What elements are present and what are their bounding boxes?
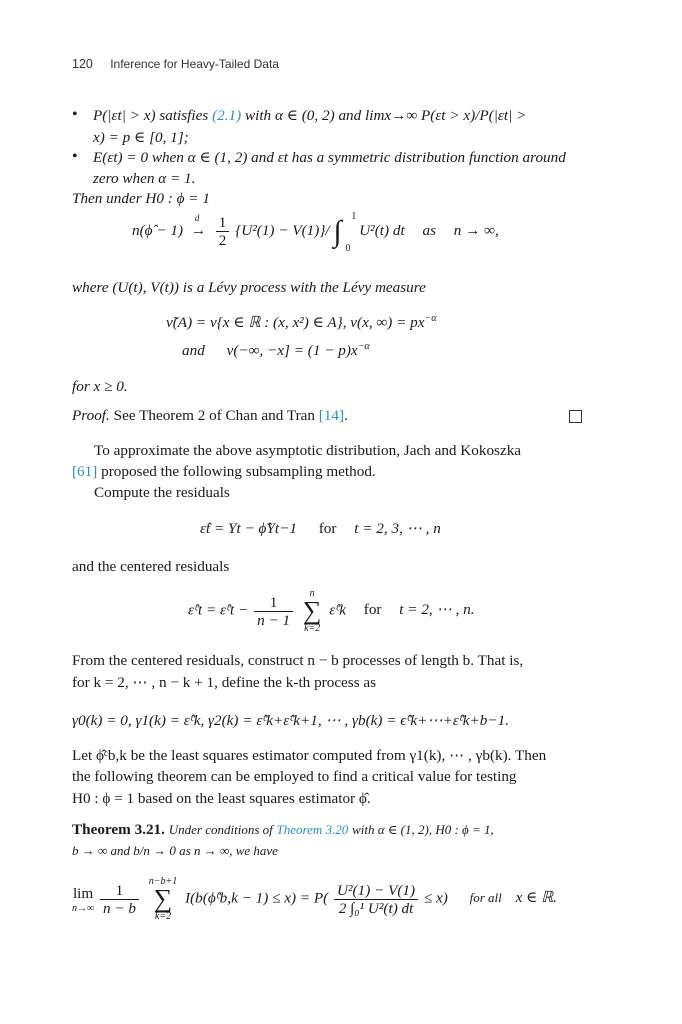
para1-line2 [72, 463, 582, 481]
eq4-for: for [363, 601, 382, 619]
eq1-mid: {U²(1) − V(1)}/ [235, 221, 330, 239]
eq4-sum-upper: n [309, 588, 315, 599]
then-under-line: Then under H0 : ϕ = 1 [72, 190, 210, 207]
proof-label: Proof. [72, 407, 110, 424]
for-x-line: for x ≥ 0. [72, 378, 128, 395]
para3-line3: H0 : ϕ = 1 based on the least squares estimator ϕ̂. [72, 790, 371, 807]
eq5-expr: γ0(k) = 0, γ1(k) = ε̂ᶜk, γ2(k) = ε̂ᶜk+ε̂ᶜk+1, ⋯ , γb(k) = ϵ̂ᶜk+⋯+ε̂ᶜk+b−1. [72, 712, 510, 729]
proof-end: . [344, 407, 348, 424]
compute-residuals-line: Compute the residuals [94, 484, 230, 501]
eq2-line1-exp: −α [424, 313, 437, 324]
para2-line2: for k = 2, ⋯ , n − k + 1, define the k-th process as [72, 674, 377, 691]
eq2-line2-exp: −α [357, 341, 370, 352]
bullet-2-line2: zero when α = 1. [93, 170, 196, 187]
eq1-int-upper: 1 [351, 210, 357, 222]
eq3-for: for [318, 520, 337, 537]
eq3-range: t = 2, 3, ⋯ , n [354, 520, 441, 537]
eq1-arrow: → [190, 221, 206, 239]
proof-line [72, 407, 582, 425]
eq6-domain: x ∈ ℝ. [515, 889, 557, 907]
eq4-range: t = 2, ⋯ , n. [399, 601, 475, 619]
eq6-lim: lim [72, 884, 94, 902]
summation-sign: ∑ [302, 596, 322, 625]
eq1-arrow-label: d [194, 212, 200, 223]
eq2-line2: ν(−∞, −x] = (1 − p)x [226, 342, 358, 359]
eq4-term: ε̂ᶜk [329, 601, 346, 619]
bullet-dot: • [72, 106, 78, 123]
eq1-half-num: 1 [216, 214, 230, 232]
bullet-dot: • [72, 148, 78, 165]
para3-line2: the following theorem can be employed to find a critical value for testing [72, 768, 517, 785]
eq1-integrand: U²(t) dt [359, 221, 405, 239]
eq6-rfrac-num: U²(1) − V(1) [334, 882, 418, 900]
eq2-line1: ν̃(A) = ν{x ∈ ℝ : (x, x²) ∈ A}, ν(x, ∞) = px [166, 314, 425, 331]
para1-line1: To approximate the above asymptotic distribution, Jach and Kokoszka [94, 442, 522, 459]
eq6-mid: I(b(ϕ̂ᶜb,k − 1) ≤ x) = P( [185, 889, 329, 907]
eq6-sum-lower: k=2 [154, 911, 172, 922]
eq4-frac-den: n − 1 [257, 611, 291, 629]
eq3-expr: ε̂t = Yt − ϕ̂Yt−1 [200, 520, 297, 537]
eq2-and: and [182, 342, 205, 359]
eq1-limit: n → ∞, [453, 221, 499, 239]
equation-theorem-limit [72, 876, 557, 922]
theorem-ref-link[interactable]: Theorem 3.20 [276, 822, 349, 837]
equation-limit-distribution [132, 210, 499, 254]
para3-line1: Let ϕ̂ᶜb,k be the least squares estimator computed from γ1(k), ⋯ , γb(k). Then [72, 747, 547, 764]
eq4-lhs: ε̂ᶜt = ε̂ᶜt − [188, 601, 249, 619]
running-header [72, 57, 279, 71]
eq4-sum-lower: k=2 [304, 623, 321, 634]
eq6-rfrac-den: 2 ∫₀¹ U²(t) dt [338, 899, 414, 917]
equation-processes [72, 711, 509, 730]
eq4-frac-num: 1 [254, 594, 293, 612]
bullet-1-text-cont: with α ∈ (0, 2) and limx→∞ P(εt > x)/P(|εt| > [244, 107, 527, 124]
eq1-half-den: 2 [218, 232, 227, 249]
equation-residuals [200, 519, 441, 538]
eq1-as: as [422, 221, 436, 239]
integral-sign: ∫ [333, 214, 342, 248]
theorem-text-cont: with α ∈ (1, 2), H0 : ϕ = 1, [352, 822, 494, 837]
proof-text: See Theorem 2 of Chan and Tran [113, 407, 315, 424]
eq1-int-lower: 0 [345, 242, 351, 254]
bullet-2-text: E(εt) = 0 when α ∈ (1, 2) and εt has a symmetric distribution function around [93, 149, 566, 166]
where-levy-line: where (U(t), V(t)) is a Lévy process with the Lévy measure [72, 279, 426, 296]
bullet-1-text: P(|εt| > x) satisfies [93, 107, 209, 124]
theorem-3-21 [72, 821, 582, 839]
centered-residuals-intro: and the centered residuals [72, 558, 230, 575]
eq1-lhs: n(ϕ̂ − 1) [132, 221, 184, 239]
eq6-lim-sub: n→∞ [72, 902, 95, 914]
eq6-frac-den: n − b [102, 899, 136, 917]
equation-levy-measure-2 [182, 341, 370, 360]
eq6-sum-upper: n−b+1 [148, 876, 178, 887]
equation-levy-measure-1 [166, 313, 437, 332]
running-title: Inference for Heavy-Tailed Data [110, 57, 279, 71]
eq6-for-all: for all [469, 890, 502, 906]
theorem-label: Theorem 3.21. [72, 821, 165, 838]
equation-centered-residuals [188, 588, 475, 634]
qed-box-icon [569, 410, 582, 423]
summation-sign: ∑ [153, 884, 173, 913]
equation-ref-link[interactable]: (2.1) [212, 107, 242, 124]
para1-line2-text: proposed the following subsampling method. [101, 463, 376, 480]
theorem-line2: b → ∞ and b/n → 0 as n → ∞, we have [72, 843, 278, 858]
bullet-1-line2: x) = p ∈ [0, 1]; [93, 129, 189, 146]
theorem-text: Under conditions of [168, 822, 273, 837]
citation-link-61[interactable]: [61] [72, 463, 98, 480]
page-number: 120 [72, 57, 93, 71]
citation-link-14[interactable]: [14] [318, 407, 345, 424]
eq6-frac-num: 1 [100, 882, 139, 900]
eq6-tail: ≤ x) [423, 889, 448, 907]
para2-line1: From the centered residuals, construct n − b processes of length b. That is, [72, 652, 524, 669]
